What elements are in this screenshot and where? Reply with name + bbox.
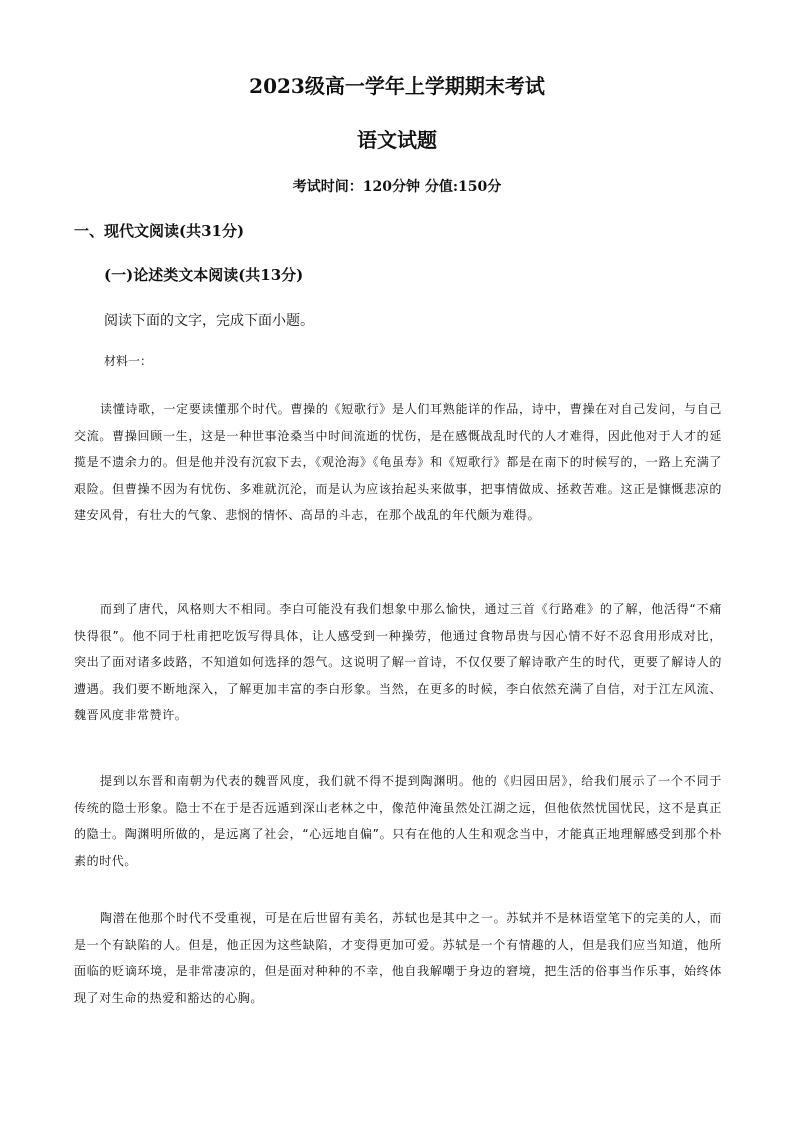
paragraph-1: 读懂诗歌，一定要读懂那个时代。曹操的《短歌行》是人们耳熟能详的作品，诗中，曹操在对自己发问，与自己交流。曹操回顾一生，这是一种世事沧桑当中时间流逝的忧伤，是在感慨战乱时代的人才难得，因此他对于人才的延揽是不遗余力的。但是他并没有沉寂下去，《观沧海》《龟虽寿》和《短歌行》都是在南下的时候写的，一路上充满了艰险。但曹操不因为有忧伤、多难就沉沦，而是认为应该抬起头来做事，把事情做成、拯救苦难。这正是慷慨悲凉的建安风骨，有壮大的气象、悲悯的情怀、高昂的斗志，在那个战乱的年代颇为难得。 bbox=[74, 402, 722, 522]
exam-subject: 语文试题 bbox=[357, 128, 437, 152]
paragraph-2: 而到了唐代，风格则大不相同。李白可能没有我们想象中那么愉快，通过三首《行路难》的了解，他活得“不痛快得很”。他不同于杜甫把吃饭写得具体，让人感受到一种操劳，他通过食物昂贵与因心情不好不忍食用形成对比，突出了面对诸多歧路，不知道如何选择的怨气。这说明了解一首诗，不仅仅要了解诗歌产生的时代，更要了解诗人的遭遇。我们要不断地深入，了解更加丰富的李白形象。当然，在更多的时候，李白依然充满了自信，对于江左风流、魏晋风度非常赞许。 bbox=[74, 602, 722, 722]
material-label: 材料一： bbox=[104, 354, 153, 368]
exam-title: 2023级高一学年上学期期末考试 bbox=[249, 74, 545, 98]
subsection-heading: (一)论述类文本阅读(共13分) bbox=[104, 266, 304, 284]
reading-instruction: 阅读下面的文字，完成下面小题。 bbox=[104, 313, 314, 329]
paragraph-3: 提到以东晋和南朝为代表的魏晋风度，我们就不得不提到陶渊明。他的《归园田居》，给我们展示了一个不同于传统的隐士形象。隐士不在于是否远遁到深山老林之中，像范仲淹虽然处江湖之远，但他依然忧国忧民，这不是真正的隐士。陶渊明所做的，是远离了社会，“心远地自偏”。只有在他的人生和观念当中，才能真正地理解感受到那个朴素的时代。 bbox=[74, 774, 722, 868]
exam-meta: 考试时间：120分钟 分值:150分 bbox=[292, 179, 502, 195]
paragraph-4: 陶潜在他那个时代不受重视，可是在后世留有美名，苏轼也是其中之一。苏轼并不是林语堂笔下的完美的人，而是一个有缺陷的人。但是，他正因为这些缺陷，才变得更加可爱。苏轼是一个有情趣的人，但是我们应当知道，他所面临的贬谪环境，是非常凄凉的，但是面对种种的不幸，他自我解嘲于身边的窘境，把生活的俗事当作乐事，始终体现了对生命的热爱和豁达的心胸。 bbox=[74, 911, 722, 1005]
section-heading: 一、现代文阅读(共31分) bbox=[74, 222, 245, 240]
